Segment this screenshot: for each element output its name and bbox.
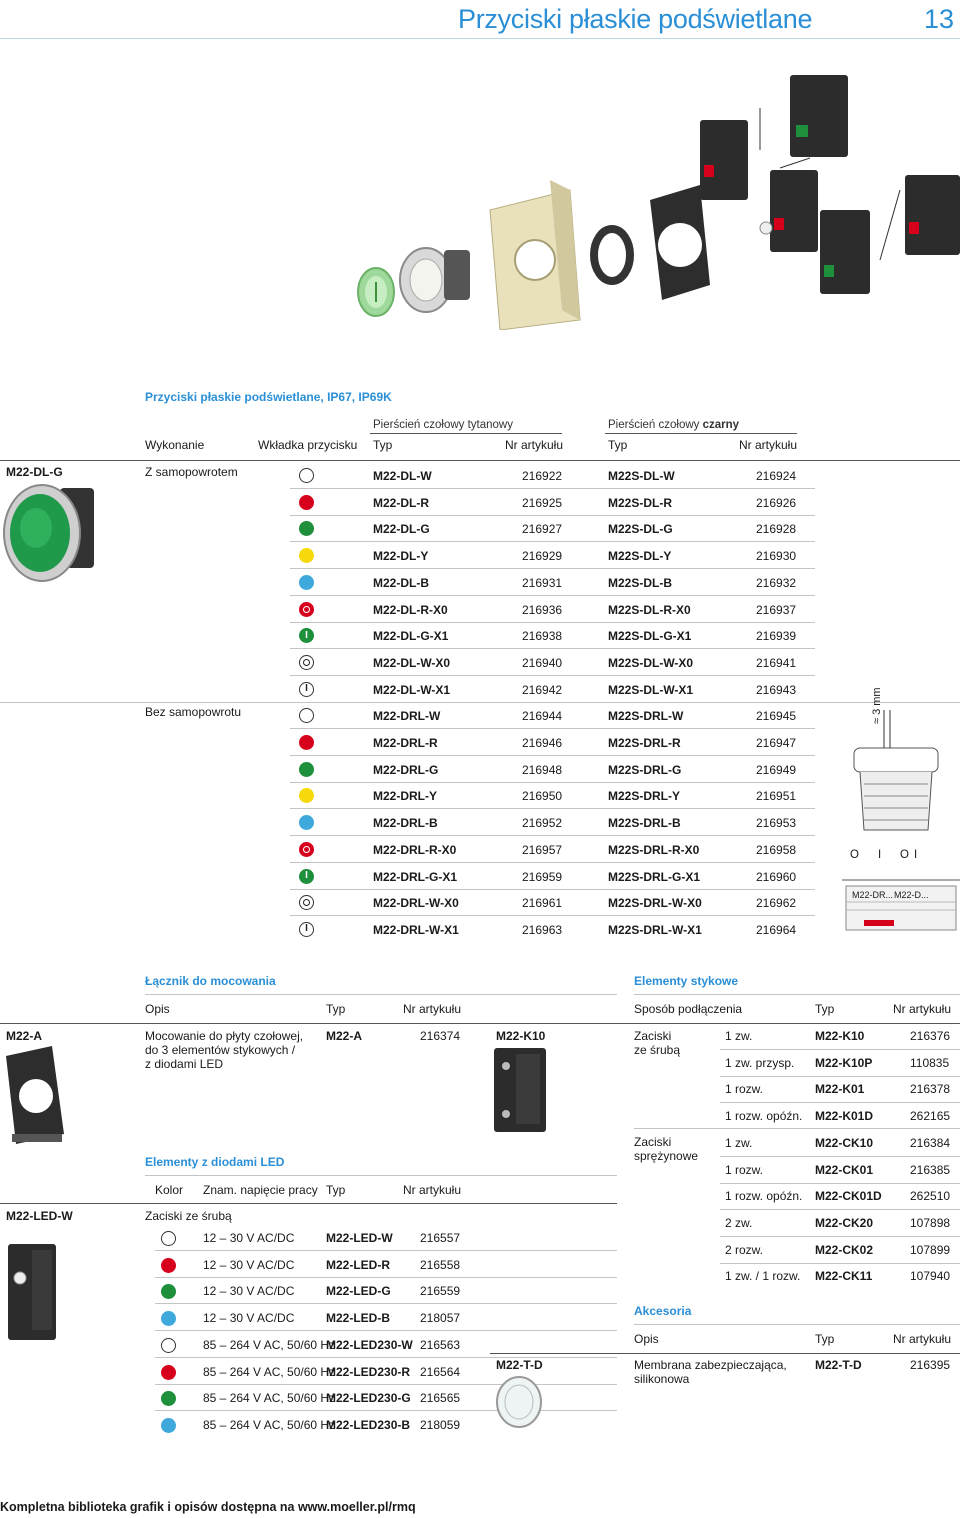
dimension-label: ≈ 3 mm [871,687,883,724]
article-cell: 216376 [910,1029,951,1043]
led-group-label: Zaciski ze śrubą [145,1209,232,1223]
styk-group2-l1: Zaciski [634,1135,672,1149]
akc-opis-1: Membrana zabezpieczająca, [634,1358,787,1372]
akc-typ: M22-T-D [815,1358,862,1372]
article2-cell: 216930 [756,549,797,564]
type2-cell: M22S-DL-W [608,469,675,483]
akc-col-typ: Typ [815,1332,835,1346]
type-cell: M22-K01D [815,1109,874,1124]
type-cell: M22-DRL-R-X0 [373,842,457,857]
type-cell: M22-K10 [815,1029,865,1043]
article-cell: 216925 [522,495,563,510]
green-bar-symbol-icon: I [299,628,314,643]
article-cell: 216557 [420,1231,461,1245]
type-cell: M22-CK02 [815,1242,874,1257]
drawing-o1: O [850,849,859,861]
type2-cell: M22S-DRL-W-X0 [608,896,702,911]
type2-cell: M22S-DL-R-X0 [608,602,691,617]
led-col-nap: Znam. napięcie pracy [203,1183,318,1197]
article2-cell: 216926 [756,495,797,510]
blue-circle-icon [299,815,314,830]
article-cell: 216963 [522,922,563,937]
article-cell: 216378 [910,1082,951,1097]
lacznik-opis-1: Mocowanie do płyty czołowej, [145,1029,304,1043]
article2-cell: 216964 [756,922,797,937]
contact-cell: 1 zw. [725,1029,753,1043]
type2-cell: M22S-DRL-G [608,762,682,777]
voltage-cell: 85 – 264 V AC, 50/60 Hz [203,1391,336,1406]
styk-group1-l2: ze śrubą [634,1043,681,1057]
type-cell: M22-DRL-G-X1 [373,869,458,884]
white-ring-symbol-icon [299,895,314,910]
group-label-momentary: Z samopowrotem [145,465,238,479]
white-circle-icon [161,1231,176,1246]
contact-m22k10-image [490,1044,550,1136]
contact-cell: 1 rozw. opóźn. [725,1109,803,1124]
green-bar-symbol-icon: I [299,869,314,884]
red-circle-icon [161,1258,176,1273]
drawing-label-1: M22-DR... [852,890,894,900]
led-col-typ: Typ [326,1183,346,1197]
adapter-m22a-image [2,1046,68,1146]
article-cell: 216948 [522,762,563,777]
article2-cell: 216945 [756,709,797,724]
article-cell: 216559 [420,1284,461,1299]
article2-cell: 216932 [756,575,797,590]
product-label-m22-t-d: M22-T-D [496,1358,543,1372]
type2-cell: M22S-DL-W-X0 [608,655,694,670]
lacznik-opis-3: z diodami LED [145,1057,224,1071]
type-cell: M22-DL-R-X0 [373,602,448,617]
col-nr: Nr artykułu [505,438,564,452]
type-cell: M22-DRL-G [373,762,439,777]
voltage-cell: 85 – 264 V AC, 50/60 Hz [203,1364,336,1379]
page-title: Przyciski płaskie podświetlane [458,4,813,34]
contact-cell: 1 zw. / 1 rozw. [725,1269,801,1284]
article-cell: 107940 [910,1269,951,1284]
white-bar-symbol-icon: I [299,682,314,697]
article-cell: 216564 [420,1364,461,1379]
ring-titan-heading: Pierścień czołowy tytanowy [373,419,513,431]
page-number: 13 [923,4,954,34]
type-cell: M22-DRL-W-X0 [373,896,459,911]
article2-cell: 216949 [756,762,797,777]
article-cell: 216385 [910,1162,951,1177]
contact-cell: 2 zw. [725,1215,753,1230]
type-cell: M22-DL-W-X1 [373,682,451,697]
green-circle-icon [299,762,314,777]
type-cell: M22-DL-G-X1 [373,629,449,644]
lacznik-col-nr: Nr artykułu [403,1002,462,1016]
article-cell: 216563 [420,1337,461,1352]
membrane-image [494,1374,544,1430]
led-col-kolor: Kolor [155,1183,184,1197]
type-cell: M22-DL-Y [373,549,429,564]
footer-text: Kompletna biblioteka grafik i opisów dostępna na www.moeller.pl/rmq [0,1500,416,1514]
yellow-circle-icon [299,788,314,803]
styk-group1-l1: Zaciski [634,1029,672,1043]
type2-cell: M22S-DRL-R-X0 [608,842,700,857]
article2-cell: 216941 [756,655,797,670]
akc-col-opis: Opis [634,1332,659,1346]
ring-black-prefix: Pierścień czołowy [608,419,703,431]
styk-col-sposob: Sposób podłączenia [634,1002,743,1016]
type-cell: M22-DRL-B [373,816,438,831]
article-cell: 107899 [910,1242,951,1257]
type-cell: M22-DRL-R [373,736,438,750]
section-title-pushbuttons: Przyciski płaskie podświetlane, IP67, IP69K [145,390,392,404]
type-cell: M22-CK10 [815,1135,874,1150]
article-cell: 216952 [522,816,563,831]
article2-cell: 216928 [756,522,797,537]
article-cell: 216929 [522,549,563,564]
type-cell: M22-DRL-W [373,709,441,724]
type-cell: M22-DL-W-X0 [373,655,451,670]
voltage-cell: 12 – 30 V AC/DC [203,1284,295,1299]
article-cell: 216959 [522,869,563,884]
type-cell: M22-LED-W [326,1231,393,1245]
contact-cell: 2 rozw. [725,1242,764,1257]
voltage-cell: 12 – 30 V AC/DC [203,1257,295,1272]
voltage-cell: 12 – 30 V AC/DC [203,1311,295,1326]
col-typ2: Typ [608,438,628,452]
type-cell: M22-DL-W [373,469,432,483]
type-cell: M22-DRL-W-X1 [373,922,459,937]
white-circle-icon [299,708,314,723]
group-label-maintained: Bez samopowrotu [145,705,242,719]
article-cell: 262165 [910,1109,951,1124]
type2-cell: M22S-DL-G [608,522,673,537]
col-wkladka: Wkładka przycisku [258,438,358,452]
type-cell: M22-LED-R [326,1257,391,1272]
article2-cell: 216960 [756,869,797,884]
white-ring-symbol-icon [299,655,314,670]
article-cell: 218057 [420,1311,461,1326]
section-title-stykowe: Elementy stykowe [634,974,739,988]
article-cell: 216927 [522,522,563,537]
type2-cell: M22S-DL-Y [608,549,672,564]
article-cell: 216950 [522,789,563,804]
type2-cell: M22S-DL-W-X1 [608,682,694,697]
col-wykonanie: Wykonanie [145,438,205,452]
drawing-label-2: M22-D... [894,890,929,900]
akc-nr: 216395 [910,1358,951,1372]
article2-cell: 216958 [756,842,797,857]
type2-cell: M22S-DRL-B [608,816,681,831]
green-circle-icon [299,521,314,536]
white-bar-symbol-icon: I [299,922,314,937]
article-cell: 262510 [910,1189,951,1204]
styk-group2-l2: sprężynowe [634,1149,699,1163]
type-cell: M22-K01 [815,1082,865,1097]
voltage-cell: 12 – 30 V AC/DC [203,1231,295,1245]
type-cell: M22-LED-G [326,1284,391,1299]
lacznik-nr: 216374 [420,1029,461,1043]
type2-cell: M22S-DL-G-X1 [608,629,692,644]
type2-cell: M22S-DRL-Y [608,789,681,804]
article-cell: 110835 [910,1055,950,1070]
article-cell: 216936 [522,602,563,617]
type2-cell: M22S-DRL-W [608,709,684,724]
type2-cell: M22S-DRL-W-X1 [608,922,702,937]
article-cell: 107898 [910,1215,951,1230]
assembly-illustration [340,60,960,330]
white-circle-icon [299,468,314,483]
type-cell: M22-CK01 [815,1162,874,1177]
product-label-m22-k10: M22-K10 [496,1029,546,1043]
article-cell: 216922 [522,469,563,483]
type-cell: M22-CK20 [815,1215,874,1230]
lacznik-opis-2: do 3 elementów stykowych / [145,1043,296,1057]
contact-cell: 1 rozw. [725,1162,764,1177]
type-cell: M22-DRL-Y [373,789,438,804]
article2-cell: 216943 [756,682,797,697]
article2-cell: 216951 [756,789,797,804]
styk-col-nr: Nr artykułu [893,1002,952,1016]
type2-cell: M22S-DL-R [608,495,673,510]
article2-cell: 216939 [756,629,797,644]
type-cell: M22-CK01D [815,1189,882,1204]
green-circle-icon [161,1284,176,1299]
red-circle-icon [299,495,314,510]
drawing-i1: I [878,849,882,861]
green-circle-icon [161,1391,176,1406]
type-cell: M22-LED-B [326,1311,391,1326]
article-cell: 216940 [522,655,563,670]
article-cell: 216565 [420,1391,461,1406]
section-title-akcesoria: Akcesoria [634,1304,692,1318]
contact-cell: 1 rozw. [725,1082,764,1097]
ring-black-bold: czarny [702,419,740,431]
led-element-image [4,1240,60,1344]
white-circle-icon [161,1338,176,1353]
type-cell: M22-CK11 [815,1269,873,1284]
lacznik-col-typ: Typ [326,1002,346,1016]
blue-circle-icon [299,575,314,590]
led-col-nr: Nr artykułu [403,1183,462,1197]
type-cell: M22-LED230-R [326,1364,411,1379]
article2-cell: 216937 [756,602,797,617]
akc-opis-2: silikonowa [634,1372,690,1386]
product-label-m22-led-w: M22-LED-W [6,1209,73,1223]
red-ring-symbol-icon [299,602,314,617]
akc-col-nr: Nr artykułu [893,1332,952,1346]
yellow-circle-icon [299,548,314,563]
page-header [0,0,960,40]
article2-cell: 216962 [756,896,797,911]
section-title-lacznik: Łącznik do mocowania [145,974,276,988]
type-cell: M22-LED230-G [326,1391,411,1406]
header-divider [0,38,960,39]
col-nr2: Nr artykułu [739,438,798,452]
contact-cell: 1 zw. przysp. [725,1055,795,1070]
article-cell: 216942 [522,682,563,697]
lacznik-col-opis: Opis [145,1002,170,1016]
article-cell: 216944 [522,709,563,724]
article-cell: 218059 [420,1417,461,1432]
blue-circle-icon [161,1418,176,1433]
drawing-o2: O [900,849,909,861]
section-title-led: Elementy z diodami LED [145,1155,285,1169]
ring-black-heading [608,418,739,432]
article2-cell: 216924 [756,469,797,483]
article-cell: 216558 [420,1257,461,1272]
article-cell: 216961 [522,896,563,911]
nut-image [594,229,630,281]
article-cell: 216946 [522,736,563,750]
pushbutton-image [0,478,100,588]
col-typ: Typ [373,438,393,452]
type-cell: M22-DL-R [373,495,429,510]
lacznik-typ: M22-A [326,1029,363,1043]
product-label-m22-dl-g: M22-DL-G [6,465,63,479]
red-circle-icon [161,1365,176,1380]
article-cell: 216384 [910,1135,951,1150]
voltage-cell: 85 – 264 V AC, 50/60 Hz [203,1337,336,1352]
article-cell: 216931 [522,575,563,590]
article2-cell: 216947 [756,736,797,750]
type2-cell: M22S-DRL-G-X1 [608,869,701,884]
contact-cell: 1 zw. [725,1135,753,1150]
blue-circle-icon [161,1311,176,1326]
article-cell: 216957 [522,842,563,857]
red-circle-icon [299,735,314,750]
article2-cell: 216953 [756,816,797,831]
product-label-m22-a: M22-A [6,1029,43,1043]
type2-cell: M22S-DL-B [608,575,673,590]
type2-cell: M22S-DRL-R [608,736,681,750]
styk-col-typ: Typ [815,1002,835,1016]
type-cell: M22-LED230-W [326,1337,413,1352]
type-cell: M22-DL-G [373,522,430,537]
type-cell: M22-K10P [815,1055,873,1070]
drawing-i2: I [914,849,918,861]
contact-element-image [700,75,960,294]
red-ring-symbol-icon [299,842,314,857]
article-cell: 216938 [522,629,563,644]
voltage-cell: 85 – 264 V AC, 50/60 Hz [203,1417,336,1432]
type-cell: M22-LED230-B [326,1417,411,1432]
type-cell: M22-DL-B [373,575,429,590]
contact-cell: 1 rozw. opóźn. [725,1189,803,1204]
